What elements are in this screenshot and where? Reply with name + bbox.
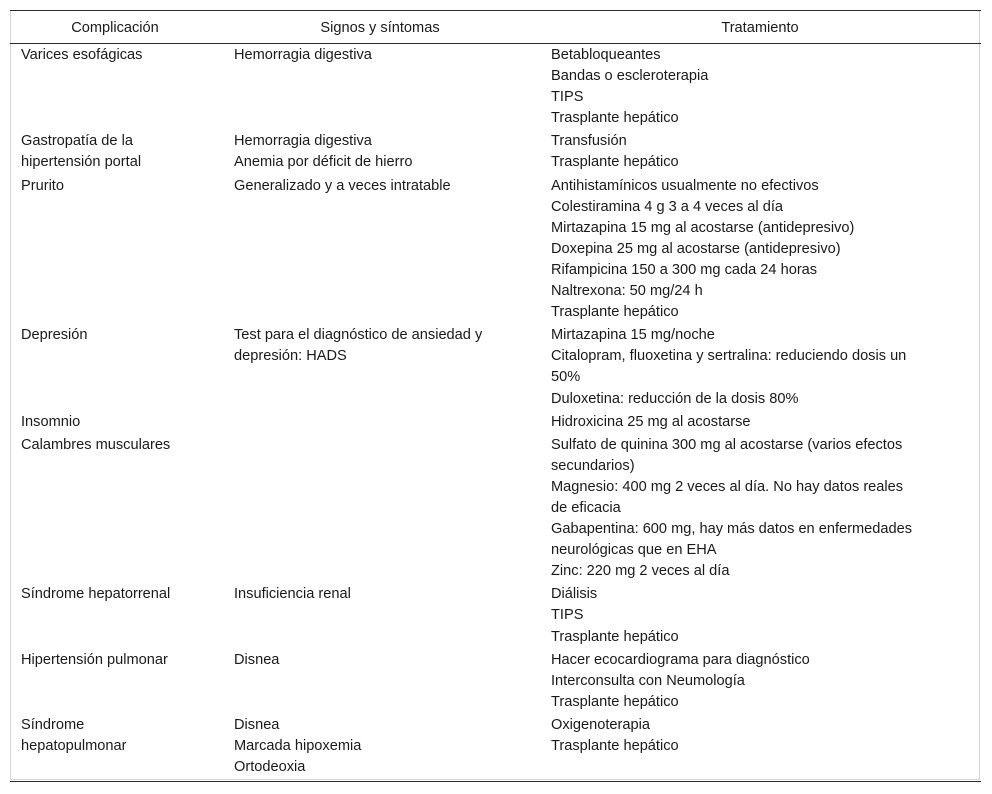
cell-complicacion-line: Varices esofágicas bbox=[21, 47, 143, 63]
cell-signos bbox=[234, 323, 551, 409]
cell-signos-line: Disnea bbox=[234, 716, 280, 733]
cell-signos bbox=[234, 129, 551, 173]
cell-tratamiento-line: Colestiramina 4 g 3 a 4 veces al día bbox=[551, 198, 784, 215]
cell-signos bbox=[234, 174, 551, 324]
cell-complicacion-line: hepatopulmonar bbox=[21, 738, 127, 754]
header-signos-sintomas: Signos y síntomas bbox=[320, 20, 440, 36]
cell-complicacion bbox=[10, 45, 234, 129]
cell-tratamiento-line: Hidroxicina 25 mg al acostarse bbox=[551, 413, 751, 430]
table-top-rule bbox=[10, 10, 981, 11]
cell-tratamiento-line: neurológicas que en EHA bbox=[551, 542, 717, 559]
cell-tratamiento bbox=[551, 433, 970, 583]
table-bottom-rule bbox=[10, 781, 981, 782]
cell-tratamiento-line: secundarios) bbox=[551, 457, 635, 474]
cell-complicacion-line: Hipertensión pulmonar bbox=[21, 651, 168, 668]
cell-tratamiento bbox=[551, 582, 970, 647]
cell-signos-line: Hemorragia digestiva bbox=[234, 47, 372, 63]
cell-signos bbox=[234, 45, 551, 129]
cell-signos bbox=[234, 713, 551, 778]
cell-tratamiento-line: Hacer ecocardiograma para diagnóstico bbox=[551, 651, 810, 668]
cell-complicacion-line: Síndrome hepatorrenal bbox=[21, 586, 171, 603]
cell-complicacion bbox=[10, 129, 234, 173]
cell-signos-line: Generalizado y a veces intratable bbox=[234, 177, 451, 194]
cell-tratamiento-line: Doxepina 25 mg al acostarse (antidepresivo) bbox=[551, 240, 841, 257]
cell-signos-line: Hemorragia digestiva bbox=[234, 133, 372, 150]
cell-tratamiento-line: Citalopram, fluoxetina y sertralina: reduciendo dosis un bbox=[551, 348, 907, 365]
cell-tratamiento-line: Zinc: 220 mg 2 veces al día bbox=[551, 563, 730, 580]
table-row bbox=[10, 713, 970, 778]
cell-tratamiento-line: de eficacia bbox=[551, 499, 621, 516]
cell-tratamiento-line: TIPS bbox=[551, 607, 584, 624]
cell-complicacion bbox=[10, 582, 234, 647]
table-body bbox=[10, 45, 970, 778]
cell-signos bbox=[234, 410, 551, 433]
cell-tratamiento-line: Bandas o escleroterapia bbox=[551, 68, 709, 85]
table-row bbox=[10, 582, 970, 647]
cell-signos-line: Test para el diagnóstico de ansiedad y bbox=[234, 327, 483, 344]
cell-tratamiento-line: Diálisis bbox=[551, 586, 598, 603]
cell-tratamiento-line: Sulfato de quinina 300 mg al acostarse (varios efectos bbox=[551, 436, 903, 453]
cell-signos-line: Insuficiencia renal bbox=[234, 586, 351, 603]
cell-tratamiento-line: Duloxetina: reducción de la dosis 80% bbox=[551, 390, 799, 407]
cell-signos-line: Disnea bbox=[234, 651, 280, 668]
table-row bbox=[10, 410, 970, 433]
cell-tratamiento-line: Magnesio: 400 mg 2 veces al día. No hay datos reales bbox=[551, 478, 904, 495]
cell-tratamiento bbox=[551, 648, 970, 713]
cell-tratamiento-line: Trasplante hepático bbox=[551, 110, 679, 127]
cell-complicacion-line: Prurito bbox=[21, 177, 64, 194]
cell-tratamiento-line: Gabapentina: 600 mg, hay más datos en enfermedades bbox=[551, 521, 913, 538]
cell-tratamiento-line: 50% bbox=[551, 369, 581, 386]
table-row bbox=[10, 129, 970, 173]
cell-tratamiento-line: Trasplante hepático bbox=[551, 304, 679, 321]
cell-tratamiento-line: Mirtazapina 15 mg/noche bbox=[551, 327, 715, 344]
cell-tratamiento-line: Trasplante hepático bbox=[551, 693, 679, 710]
table-row bbox=[10, 45, 970, 129]
cell-complicacion bbox=[10, 410, 234, 433]
cell-tratamiento-line: Interconsulta con Neumología bbox=[551, 672, 745, 689]
cell-complicacion bbox=[10, 648, 234, 713]
cell-tratamiento-line: Trasplante hepático bbox=[551, 154, 679, 171]
cell-tratamiento-line: Oxigenoterapia bbox=[551, 716, 650, 733]
cell-tratamiento-line: TIPS bbox=[551, 89, 584, 106]
complications-table bbox=[10, 45, 970, 778]
header-rule bbox=[10, 43, 981, 44]
table-row bbox=[10, 174, 970, 324]
cell-tratamiento-line: Rifampicina 150 a 300 mg cada 24 horas bbox=[551, 261, 818, 278]
cell-signos-line: Anemia por déficit de hierro bbox=[234, 154, 413, 171]
cell-signos bbox=[234, 648, 551, 713]
cell-complicacion-line: Depresión bbox=[21, 327, 88, 344]
cell-tratamiento bbox=[551, 713, 970, 778]
cell-tratamiento-line: Trasplante hepático bbox=[551, 628, 679, 645]
cell-tratamiento-line: Trasplante hepático bbox=[551, 738, 679, 754]
cell-signos-line: depresión: HADS bbox=[234, 348, 347, 365]
cell-complicacion bbox=[10, 174, 234, 324]
cell-complicacion bbox=[10, 323, 234, 409]
cell-tratamiento-line: Naltrexona: 50 mg/24 h bbox=[551, 283, 703, 300]
cell-tratamiento bbox=[551, 410, 970, 433]
cell-signos-line: Marcada hipoxemia bbox=[234, 738, 362, 754]
header-complicacion: Complicación bbox=[71, 20, 159, 36]
cell-complicacion-line: hipertensión portal bbox=[21, 154, 142, 171]
cell-signos bbox=[234, 433, 551, 583]
header-tratamiento: Tratamiento bbox=[721, 20, 799, 36]
cell-tratamiento-line: Transfusión bbox=[551, 133, 627, 150]
cell-complicacion-line: Gastropatía de la bbox=[21, 133, 133, 150]
cell-tratamiento-line: Betabloqueantes bbox=[551, 47, 661, 63]
cell-complicacion bbox=[10, 713, 234, 778]
cell-complicacion-line: Insomnio bbox=[21, 413, 81, 430]
cell-tratamiento-line: Mirtazapina 15 mg al acostarse (antidepresivo) bbox=[551, 219, 855, 236]
cell-tratamiento bbox=[551, 174, 970, 324]
cell-tratamiento bbox=[551, 45, 970, 129]
cell-tratamiento bbox=[551, 129, 970, 173]
cell-complicacion-line: Síndrome bbox=[21, 716, 85, 733]
cell-signos bbox=[234, 582, 551, 647]
cell-tratamiento-line: Antihistamínicos usualmente no efectivos bbox=[551, 177, 819, 194]
cell-complicacion bbox=[10, 433, 234, 583]
cell-complicacion-line: Calambres musculares bbox=[21, 436, 171, 453]
cell-signos-line: Ortodeoxia bbox=[234, 759, 306, 776]
table-row bbox=[10, 323, 970, 409]
cell-tratamiento bbox=[551, 323, 970, 409]
table-row bbox=[10, 433, 970, 583]
table-row bbox=[10, 648, 970, 713]
